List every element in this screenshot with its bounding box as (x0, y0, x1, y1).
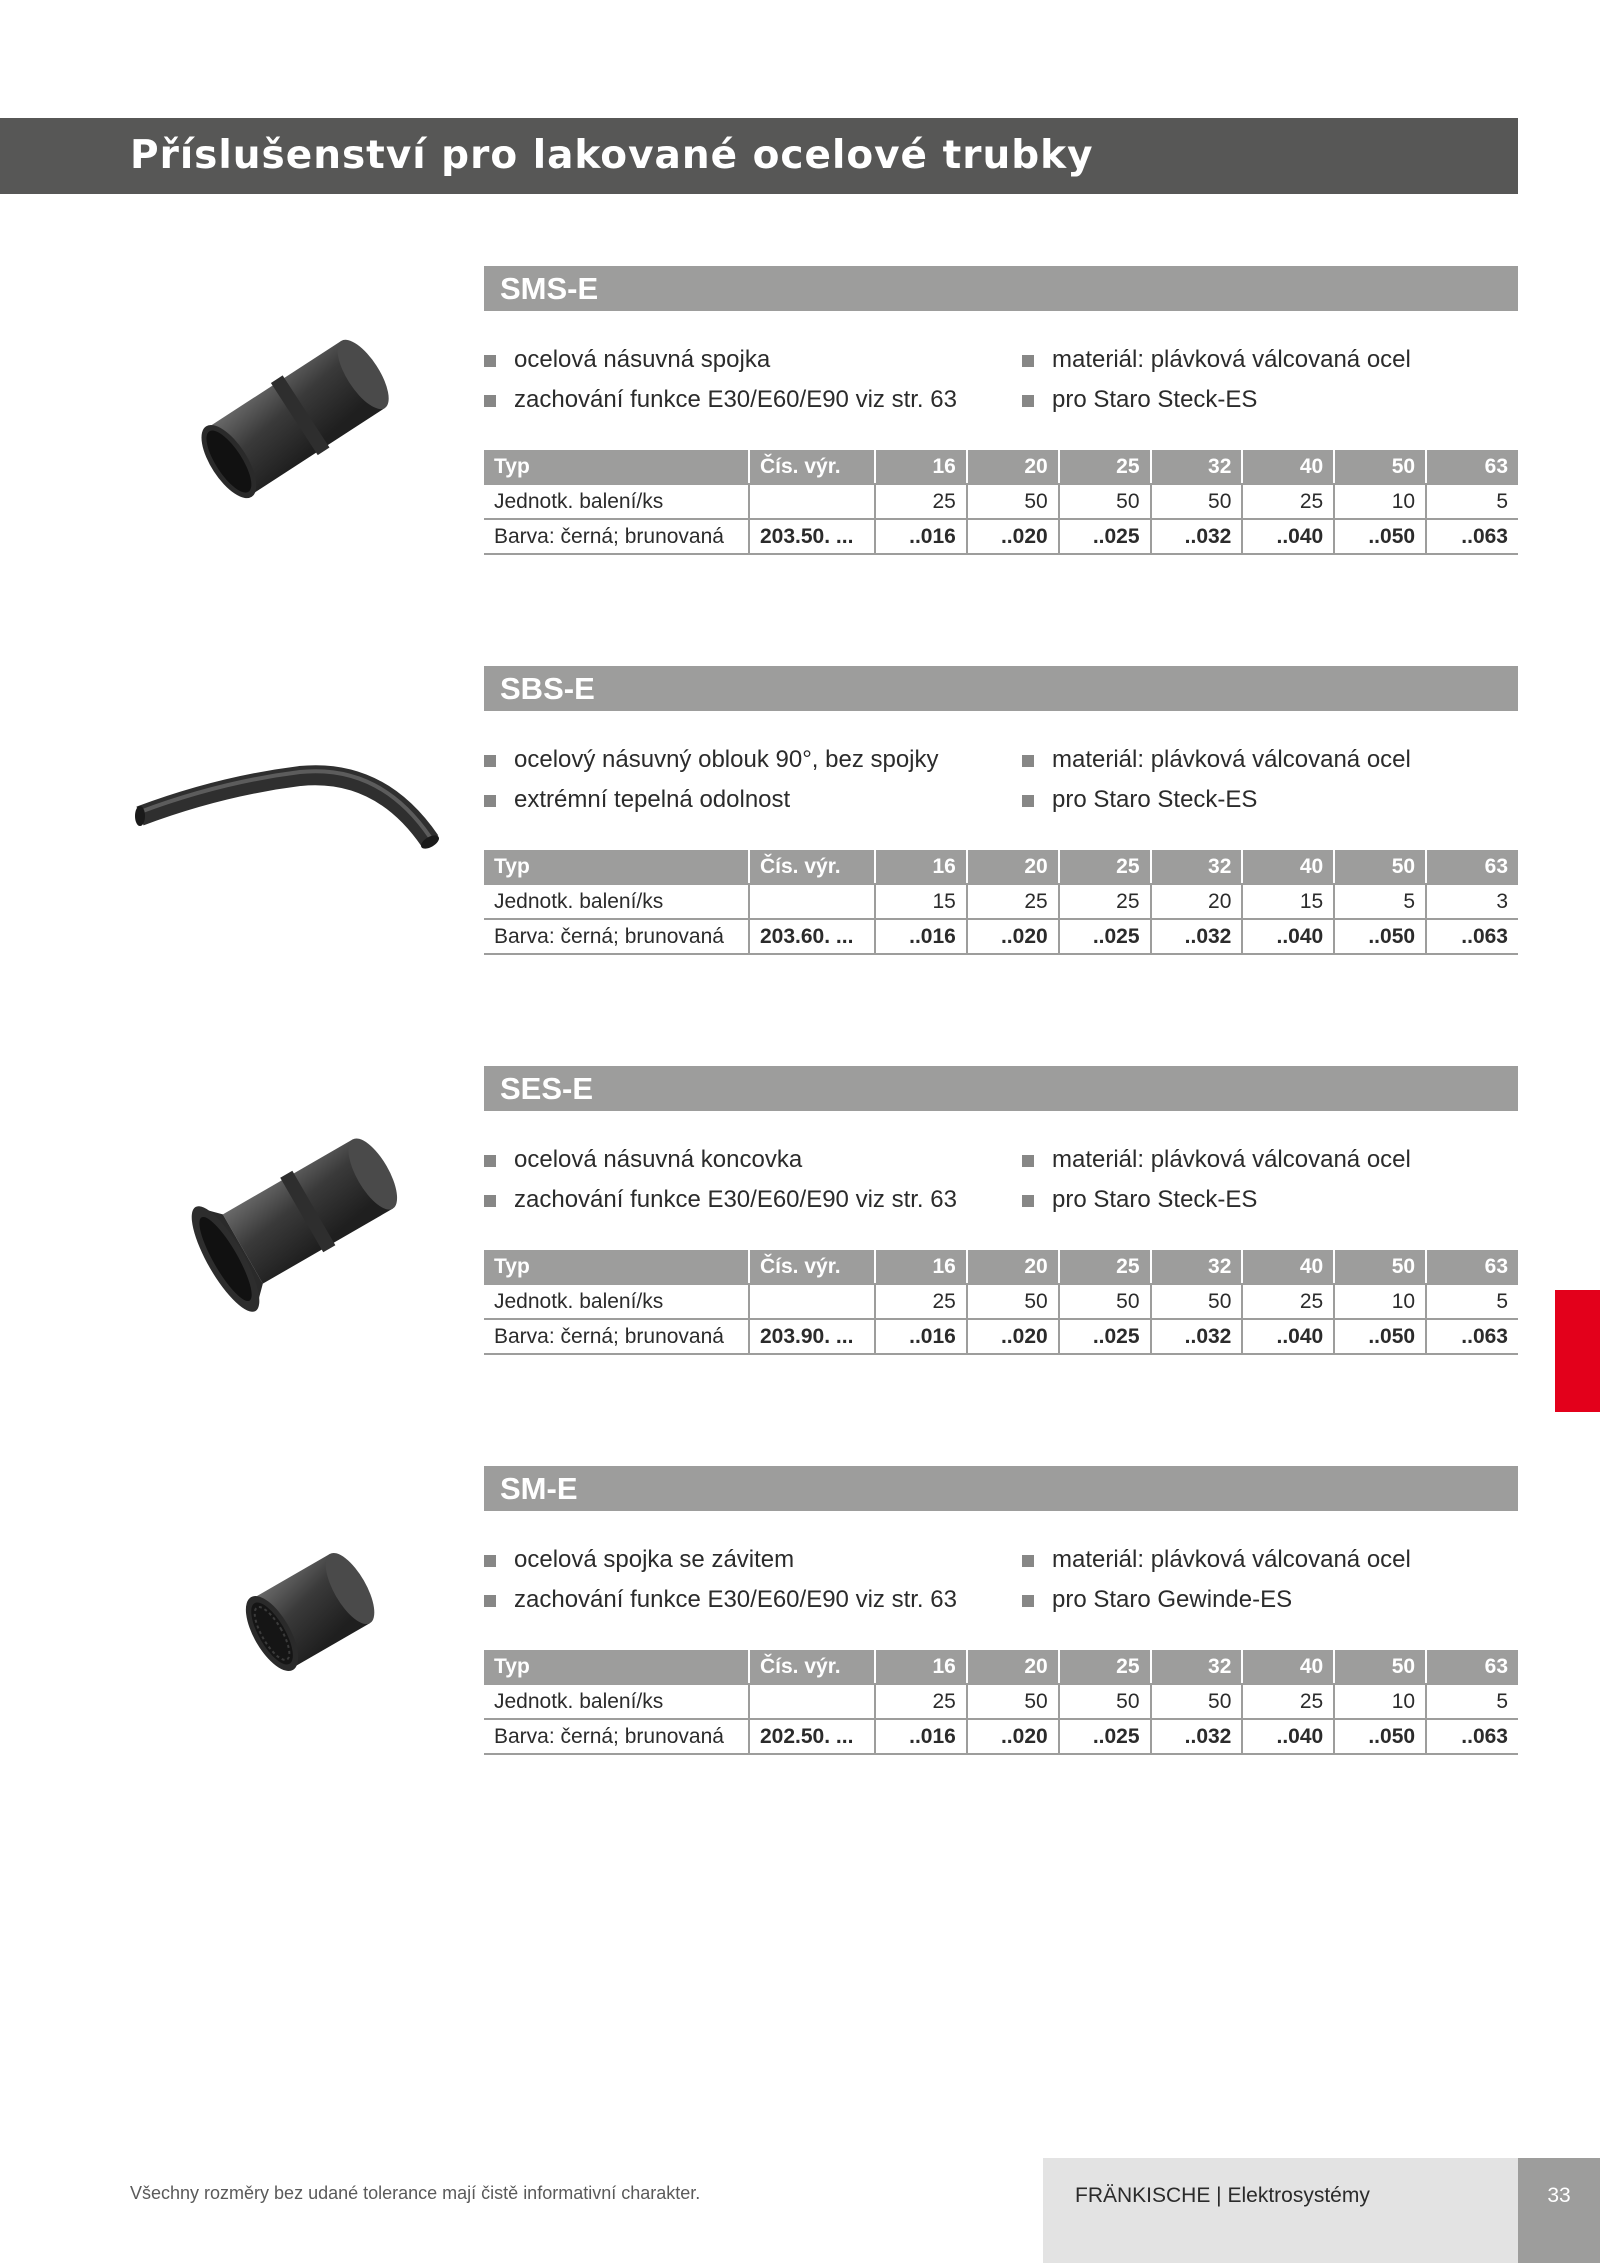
page-number: 33 (1518, 2158, 1600, 2263)
product-section-ses-e: SES-E ocelová násuvná koncovka zachování funkce E30/E60/E90 viz str. 63 materiál: plávková válcovaná ocel pro Staro Steck-ES Typ Čís. výr. 16 20 25 32 40 50 63 Jednotk. balení/ks 25 50 50 50 25 10 5 Barva: černá; brunovaná 203.90. ... ..016 ..020 ..025 ..032 ..040 ..050 ..063 (0, 1066, 1600, 1396)
product-section-sbs-e: SBS-E ocelový násuvný oblouk 90°, bez spojky extrémní tepelná odolnost materiál: plávková válcovaná ocel pro Staro Steck-ES Typ Čís. výr. 16 20 25 32 40 50 63 Jednotk. balení/ks 15 25 25 20 15 5 3 Barva: černá; brunovaná 203.60. ... ..016 ..020 ..025 ..032 ..040 ..050 ..063 (0, 666, 1600, 996)
page-title-bar (0, 118, 1518, 194)
section-header: SBS-E (484, 666, 1518, 711)
table-row: Jednotk. balení/ks 25 50 50 50 25 10 5 (484, 1284, 1518, 1319)
chapter-tab (1555, 1290, 1600, 1412)
page-title: Příslušenství pro lakované ocelové trubky (130, 133, 1094, 178)
table-row: Jednotk. balení/ks 15 25 25 20 15 5 3 (484, 884, 1518, 919)
bullet-icon (1022, 395, 1034, 407)
spec-table (484, 450, 1518, 555)
product-section-sms-e: SMS-E ocelová násuvná spojka zachování funkce E30/E60/E90 viz str. 63 materiál: plávková válcovaná ocel pro Staro Steck-ES Typ Čís. výr. 16 20 25 32 40 50 63 Jednotk. balení/ks 25 50 50 50 25 10 5 Barva: černá; brunovaná 203.50. ... ..016 ..020 ..025 ..032 ..040 ..050 ..063 (0, 266, 1600, 596)
bullet-icon (1022, 795, 1034, 807)
spec-table (484, 1650, 1518, 1755)
bullet-icon (484, 755, 496, 767)
bullet-icon (1022, 755, 1034, 767)
product-section-sm-e: SM-E ocelová spojka se závitem zachování funkce E30/E60/E90 viz str. 63 materiál: plávková válcovaná ocel pro Staro Gewinde-ES Typ Čís. výr. 16 20 25 32 40 50 63 Jednotk. balení/ks 25 50 50 50 25 10 5 Barva: černá; brunovaná 202.50. ... ..016 ..020 ..025 ..032 ..040 ..050 ..063 (0, 1466, 1600, 1796)
spec-table (484, 1250, 1518, 1355)
bullet-icon (484, 355, 496, 367)
coupling-image (186, 332, 408, 504)
table-header-row: Typ Čís. výr. 16 20 25 32 40 50 63 (484, 850, 1518, 884)
table-row: Barva: černá; brunovaná 203.50. ... ..016 ..020 ..025 ..032 ..040 ..050 ..063 (484, 519, 1518, 554)
table-row: Jednotk. balení/ks 25 50 50 50 25 10 5 (484, 1684, 1518, 1719)
section-header: SMS-E (484, 266, 1518, 311)
spec-table (484, 850, 1518, 955)
table-row: Barva: černá; brunovaná 202.50. ... ..016 ..020 ..025 ..032 ..040 ..050 ..063 (484, 1719, 1518, 1754)
bullet-icon (1022, 1595, 1034, 1607)
table-row: Barva: černá; brunovaná 203.90. ... ..016 ..020 ..025 ..032 ..040 ..050 ..063 (484, 1319, 1518, 1354)
bullet-icon (484, 395, 496, 407)
footer-brand: FRÄNKISCHE | Elektrosystémy (1043, 2158, 1518, 2263)
bullet-icon (1022, 355, 1034, 367)
table-header-row: Typ Čís. výr. 16 20 25 32 40 50 63 (484, 1650, 1518, 1684)
bullet-icon (1022, 1195, 1034, 1207)
elbow-image (130, 746, 450, 866)
threaded-coupling-image (226, 1536, 396, 1686)
bullet-icon (484, 1195, 496, 1207)
end-piece-image (184, 1118, 416, 1314)
footer-note: Všechny rozměry bez udané tolerance mají čistě informativní charakter. (130, 2183, 701, 2203)
bullet-icon (484, 1155, 496, 1167)
table-row: Barva: černá; brunovaná 203.60. ... ..016 ..020 ..025 ..032 ..040 ..050 ..063 (484, 919, 1518, 954)
bullet-icon (484, 1595, 496, 1607)
bullet-icon (484, 1555, 496, 1567)
table-header-row: Typ Čís. výr. 16 20 25 32 40 50 63 (484, 1250, 1518, 1284)
table-header-row: Typ Čís. výr. 16 20 25 32 40 50 63 (484, 450, 1518, 484)
bullet-icon (484, 795, 496, 807)
bullet-icon (1022, 1155, 1034, 1167)
section-header: SM-E (484, 1466, 1518, 1511)
section-header: SES-E (484, 1066, 1518, 1111)
bullet-icon (1022, 1555, 1034, 1567)
table-row: Jednotk. balení/ks 25 50 50 50 25 10 5 (484, 484, 1518, 519)
